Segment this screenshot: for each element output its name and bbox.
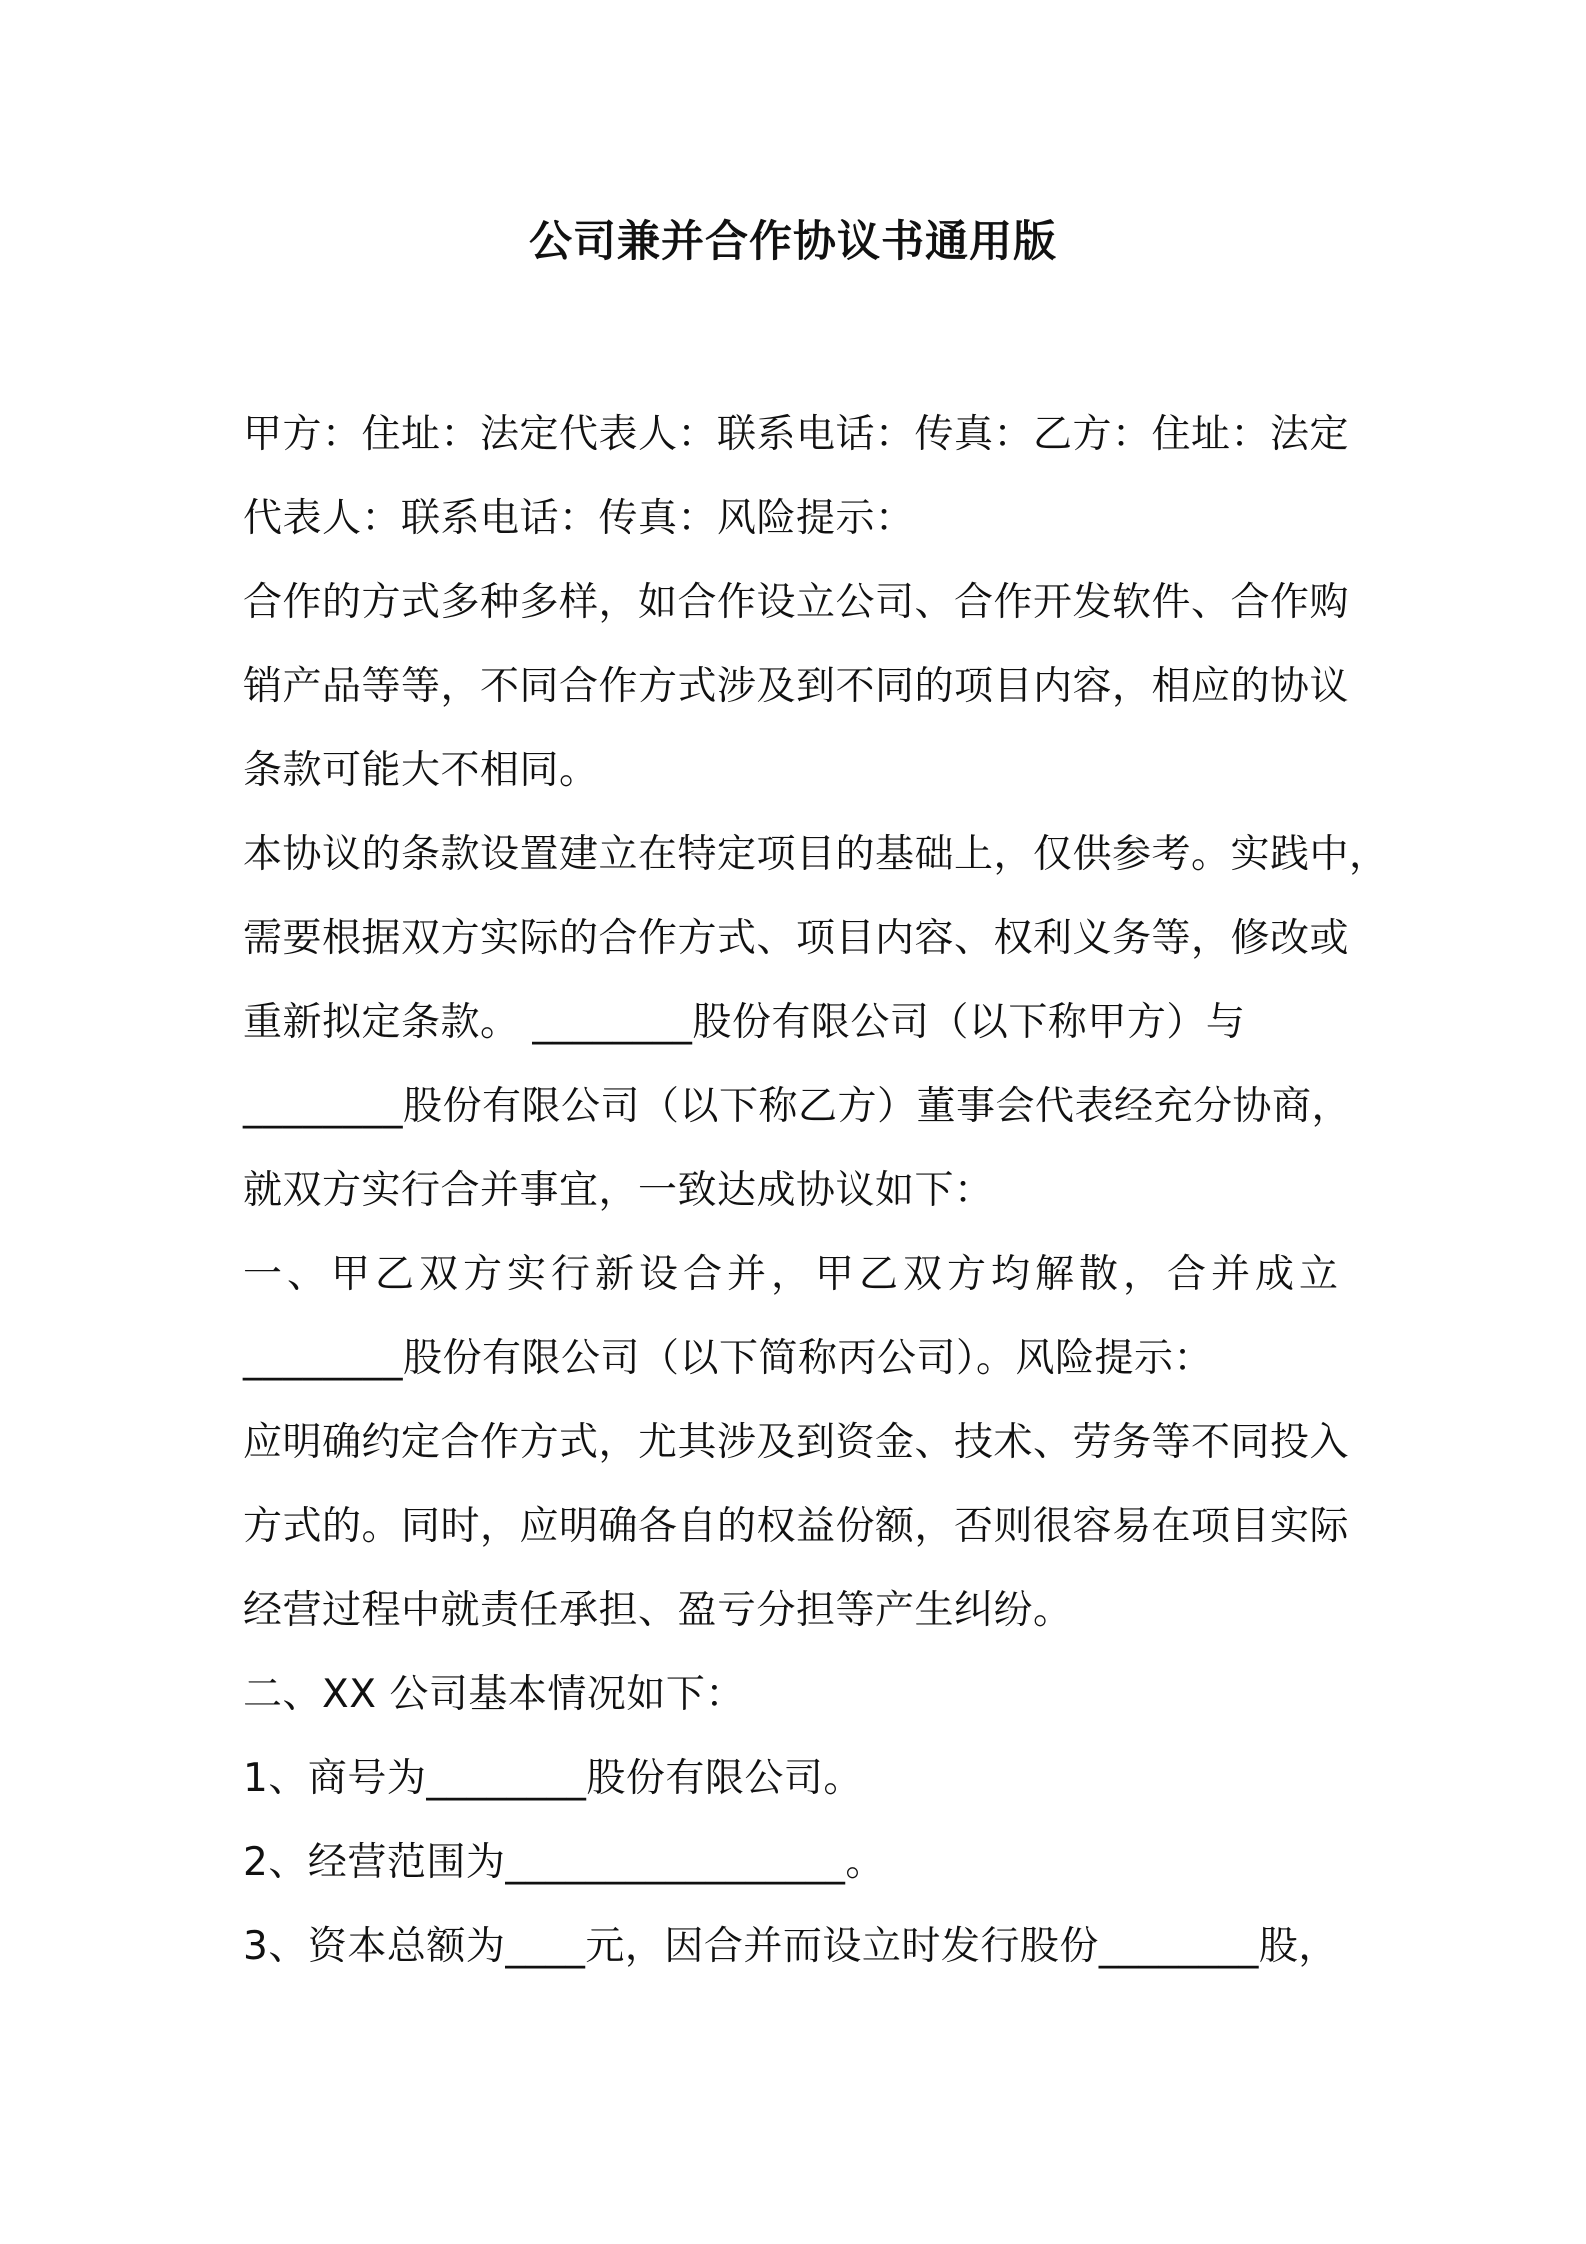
text-line-7: 需要根据双方实际的合作方式、项目内容、权利义务等，修改或 bbox=[243, 916, 1350, 961]
text-line-18: 2、经营范围为_________________。 bbox=[243, 1840, 885, 1885]
text-line-1: 甲方：住址：法定代表人：联系电话：传真：乙方：住址：法定 bbox=[243, 412, 1350, 457]
text-line-4: 销产品等等，不同合作方式涉及到不同的项目内容，相应的协议 bbox=[243, 664, 1350, 709]
text-line-5: 条款可能大不相同。 bbox=[243, 748, 599, 793]
text-line-17: 1、商号为________股份有限公司。 bbox=[243, 1756, 863, 1801]
text-line-11: 一、甲乙双方实行新设合并，甲乙双方均解散，合并成立 bbox=[243, 1252, 1344, 1297]
document-title: 公司兼并合作协议书通用版 bbox=[529, 217, 1057, 267]
text-line-15: 经营过程中就责任承担、盈亏分担等产生纠纷。 bbox=[243, 1588, 1073, 1633]
text-line-12: ________股份有限公司（以下简称丙公司）。风险提示： bbox=[243, 1336, 1214, 1381]
text-line-13: 应明确约定合作方式，尤其涉及到资金、技术、劳务等不同投入 bbox=[243, 1420, 1350, 1465]
text-line-16: 二、XX 公司基本情况如下： bbox=[243, 1672, 745, 1717]
text-line-14: 方式的。同时，应明确各自的权益份额，否则很容易在项目实际 bbox=[243, 1504, 1350, 1549]
text-line-2: 代表人：联系电话：传真：风险提示： bbox=[243, 496, 915, 541]
text-line-8: 重新拟定条款。 ________股份有限公司（以下称甲方）与 bbox=[243, 1000, 1246, 1045]
text-line-6: 本协议的条款设置建立在特定项目的基础上，仅供参考。实践中， bbox=[243, 832, 1389, 877]
text-line-19: 3、资本总额为____元，因合并而设立时发行股份________股， bbox=[243, 1924, 1338, 1969]
text-line-10: 就双方实行合并事宜，一致达成协议如下： bbox=[243, 1168, 994, 1213]
text-line-3: 合作的方式多种多样，如合作设立公司、合作开发软件、合作购 bbox=[243, 580, 1350, 625]
text-line-9: ________股份有限公司（以下称乙方）董事会代表经充分协商， bbox=[243, 1084, 1352, 1129]
